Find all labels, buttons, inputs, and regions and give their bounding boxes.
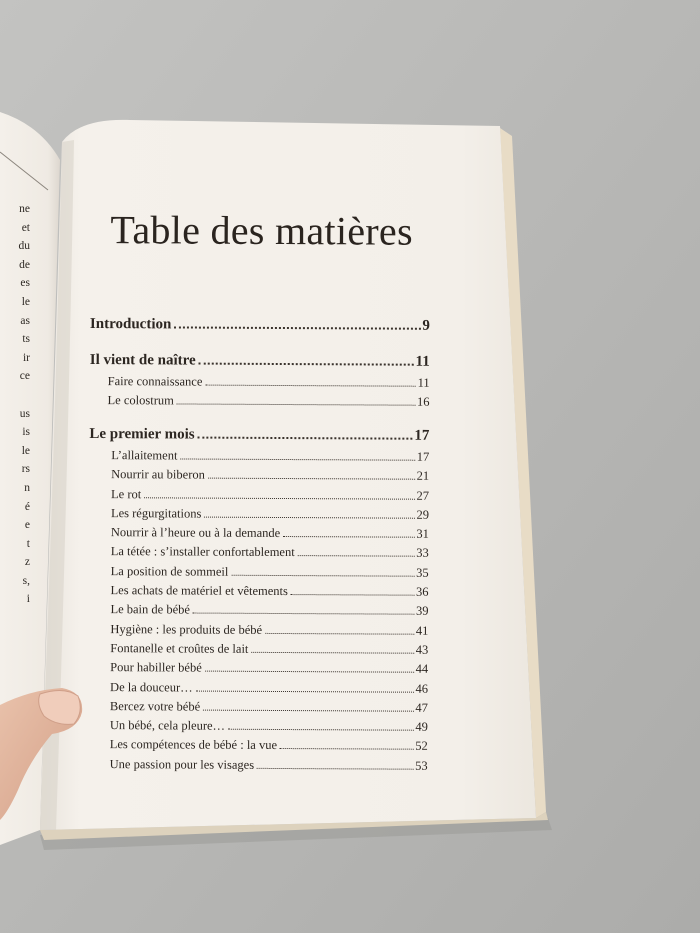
toc-section bbox=[89, 352, 429, 414]
dot-leader bbox=[203, 709, 413, 711]
left-page-line bbox=[0, 683, 30, 702]
toc-label: Une passion pour les visages bbox=[109, 756, 255, 772]
left-page-text bbox=[0, 200, 30, 702]
toc-entry bbox=[89, 487, 429, 508]
left-page-line: ts bbox=[22, 333, 30, 346]
dot-leader bbox=[231, 575, 414, 577]
left-page-line: ir bbox=[22, 351, 30, 364]
toc-section bbox=[88, 426, 430, 778]
toc-section-heading bbox=[90, 316, 430, 340]
dot-leader bbox=[265, 633, 414, 635]
toc-page-number: 43 bbox=[415, 642, 429, 657]
toc-entry bbox=[89, 506, 429, 527]
toc-page-number: 36 bbox=[416, 584, 429, 599]
dot-leader bbox=[291, 594, 414, 596]
toc-page-number: 53 bbox=[415, 758, 428, 773]
toc-body bbox=[88, 316, 430, 778]
toc-page-number: 21 bbox=[416, 469, 430, 484]
toc-page-number: 11 bbox=[415, 353, 430, 370]
left-page-line: ne bbox=[19, 203, 30, 215]
left-page-line: e bbox=[24, 519, 30, 532]
left-page-line: du bbox=[18, 240, 30, 253]
dot-leader bbox=[298, 556, 415, 558]
toc-label: Les compétences de bébé : la vue bbox=[109, 737, 278, 753]
left-page-line: t bbox=[26, 537, 30, 550]
toc-label: Le colostrum bbox=[107, 393, 174, 408]
toc-page-number: 11 bbox=[417, 375, 430, 390]
dot-leader bbox=[257, 768, 413, 770]
toc-label: La tétée : s’installer confortablement bbox=[110, 544, 295, 560]
toc-section bbox=[90, 316, 430, 340]
dot-leader bbox=[199, 363, 414, 366]
dot-leader bbox=[205, 385, 415, 387]
toc-label: Le bain de bébé bbox=[110, 602, 190, 617]
toc-entry bbox=[88, 602, 428, 623]
toc-label: Un bébé, cela pleure… bbox=[109, 718, 226, 733]
toc-entry bbox=[88, 757, 428, 778]
toc-entry bbox=[89, 525, 429, 546]
toc-entry bbox=[88, 660, 428, 681]
toc-label: Les achats de matériel et vêtements bbox=[110, 583, 288, 599]
toc-entry bbox=[88, 641, 428, 662]
toc-page-number: 31 bbox=[416, 526, 429, 541]
toc-label: Bercez votre bébé bbox=[109, 698, 201, 714]
left-page-line: z bbox=[24, 556, 30, 569]
toc-label: Le premier mois bbox=[89, 425, 195, 443]
dot-leader bbox=[228, 729, 413, 731]
left-page-line: de bbox=[19, 258, 30, 271]
toc-page-number: 39 bbox=[415, 604, 429, 619]
toc-page-number: 16 bbox=[417, 394, 430, 409]
dot-leader bbox=[144, 497, 414, 499]
toc-entry bbox=[89, 448, 429, 469]
toc-entry bbox=[88, 718, 428, 739]
toc-label: Le rot bbox=[111, 486, 142, 501]
left-page-line: es bbox=[20, 277, 30, 290]
toc-page-number: 52 bbox=[415, 739, 428, 754]
toc-page-number: 44 bbox=[415, 661, 429, 677]
left-page-line bbox=[0, 609, 30, 628]
left-page-line: et bbox=[21, 221, 30, 234]
toc-label: De la douceur… bbox=[110, 679, 193, 695]
toc-entry bbox=[88, 622, 428, 643]
toc-label: L’allaitement bbox=[111, 448, 178, 463]
table-of-contents bbox=[88, 207, 430, 792]
left-page-line: le bbox=[21, 295, 30, 308]
left-page-line: é bbox=[24, 500, 30, 513]
left-page-line bbox=[0, 628, 30, 647]
left-page-line bbox=[0, 386, 30, 405]
toc-page-number: 27 bbox=[416, 488, 430, 503]
dot-leader bbox=[204, 516, 414, 518]
toc-label: Faire connaissance bbox=[107, 374, 203, 389]
left-page-line: i bbox=[26, 593, 30, 606]
toc-page-number: 35 bbox=[416, 565, 429, 580]
left-page-line: s, bbox=[22, 574, 30, 587]
page-title: Table des matières bbox=[110, 207, 414, 254]
left-page-line: ce bbox=[19, 370, 30, 383]
toc-label: Pour habiller bébé bbox=[110, 660, 202, 675]
left-page-line: is bbox=[22, 426, 30, 439]
toc-page-number: 46 bbox=[415, 681, 429, 696]
toc-entry bbox=[89, 564, 429, 585]
toc-page-number: 41 bbox=[415, 623, 429, 638]
toc-label: Hygiène : les produits de bébé bbox=[110, 621, 263, 637]
toc-label: Il vient de naître bbox=[89, 351, 196, 369]
toc-entry bbox=[89, 467, 429, 488]
toc-label: Fontanelle et croûtes de lait bbox=[110, 641, 249, 656]
toc-entry bbox=[88, 680, 428, 701]
toc-page-number: 17 bbox=[414, 427, 430, 444]
dot-leader bbox=[180, 458, 414, 460]
dot-leader bbox=[198, 437, 413, 440]
dot-leader bbox=[174, 326, 420, 329]
dot-leader bbox=[196, 690, 414, 692]
dot-leader bbox=[251, 652, 413, 654]
dot-leader bbox=[280, 748, 413, 750]
toc-label: Les régurgitations bbox=[110, 506, 202, 521]
toc-section-heading bbox=[89, 426, 429, 450]
toc-page-number: 33 bbox=[416, 546, 429, 561]
toc-label: Nourrir à l’heure ou à la demande bbox=[110, 525, 281, 541]
dot-leader bbox=[283, 536, 414, 538]
toc-page-number: 47 bbox=[415, 700, 428, 715]
toc-page-number: 17 bbox=[416, 449, 430, 464]
toc-page-number: 49 bbox=[415, 719, 428, 734]
toc-label: Introduction bbox=[89, 316, 172, 333]
toc-entry bbox=[89, 544, 429, 565]
toc-label: La position de sommeil bbox=[110, 563, 229, 579]
toc-label: Nourrir au biberon bbox=[111, 467, 205, 482]
toc-section-heading bbox=[90, 352, 430, 376]
left-page-line: le bbox=[21, 444, 30, 457]
left-page-line: as bbox=[20, 314, 30, 327]
left-page-line: rs bbox=[21, 463, 30, 476]
left-page-line: n bbox=[24, 481, 30, 494]
dot-leader bbox=[193, 613, 414, 615]
toc-entry bbox=[88, 737, 428, 758]
left-page-line: us bbox=[19, 407, 30, 420]
dot-leader bbox=[208, 478, 415, 480]
toc-entry bbox=[89, 583, 429, 604]
toc-entry bbox=[88, 699, 428, 720]
toc-entry bbox=[89, 393, 429, 414]
left-page-line bbox=[0, 665, 30, 684]
toc-page-number: 9 bbox=[422, 317, 430, 334]
toc-page-number: 29 bbox=[416, 507, 430, 522]
left-page-line bbox=[0, 646, 30, 665]
dot-leader bbox=[177, 403, 415, 405]
toc-entry bbox=[90, 374, 430, 395]
dot-leader bbox=[205, 671, 414, 673]
